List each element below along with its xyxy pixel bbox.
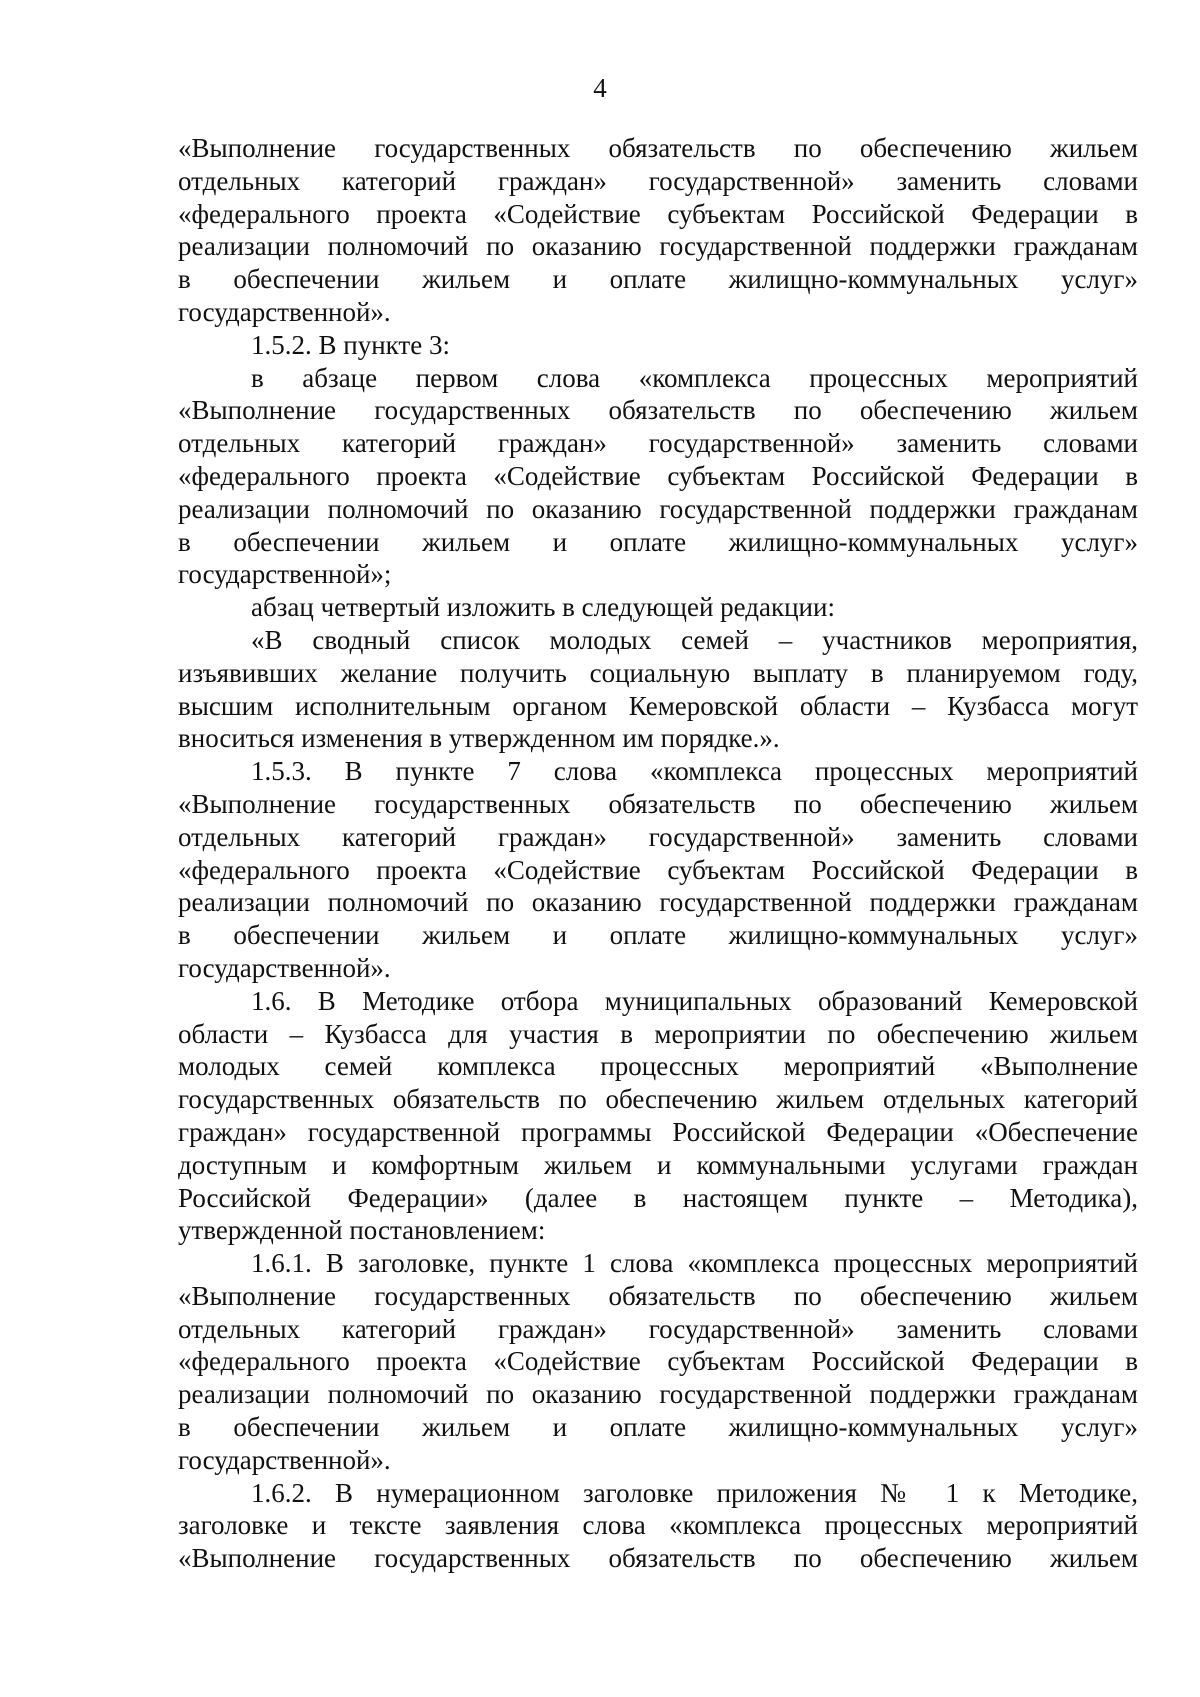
text-line: отдельных категорий граждан» государственной» заменить словами [178,821,1138,852]
text-line: отдельных категорий граждан» государственной» заменить словами [178,1313,1138,1344]
text-line: вноситься изменения в утвержденном им порядке.». [178,723,780,754]
text-line: «федерального проекта «Содействие субъектам Российской Федерации в [178,854,1138,885]
text-line: государственных обязательств по обеспечению жильем отдельных категорий [178,1084,1138,1115]
text-line: отдельных категорий граждан» государственной» заменить словами [178,428,1138,459]
text-line: в обеспечении жильем и оплате жилищно-коммунальных услуг» [178,526,1138,557]
text-line: изъявивших желание получить социальную выплату в планируемом году, [178,657,1138,688]
text-line: «Выполнение государственных обязательств по обеспечению жильем [178,788,1138,819]
text-line: «федерального проекта «Содействие субъектам Российской Федерации в [178,1346,1138,1377]
text-line: «Выполнение государственных обязательств по обеспечению жильем [178,1543,1138,1574]
text-line: «федерального проекта «Содействие субъектам Российской Федерации в [178,460,1138,491]
text-line: заголовке и тексте заявления слова «комплекса процессных мероприятий [178,1510,1138,1541]
text-line: в абзаце первом слова «комплекса процессных мероприятий [251,362,1138,393]
text-line: 1.5.3. В пункте 7 слова «комплекса процессных мероприятий [251,756,1138,787]
text-line: 1.6.1. В заголовке, пункте 1 слова «комплекса процессных мероприятий [251,1248,1138,1279]
text-line: Российской Федерации» (далее в настоящем пункте – Методика), [178,1182,1138,1213]
text-line: утвержденной постановлением: [178,1215,546,1246]
text-line: высшим исполнительным органом Кемеровской области – Кузбасса могут [178,690,1138,721]
text-line: отдельных категорий граждан» государственной» заменить словами [178,165,1138,196]
text-line: реализации полномочий по оказанию государственной поддержки гражданам [178,493,1138,524]
page-number: 4 [593,73,607,103]
text-line: в обеспечении жильем и оплате жилищно-коммунальных услуг» [178,264,1138,295]
text-line: 1.6.2. В нумерационном заголовке приложения № 1 к Методике, [251,1477,1138,1508]
text-line: 1.6. В Методике отбора муниципальных образований Кемеровской [251,985,1138,1016]
text-line: в обеспечении жильем и оплате жилищно-коммунальных услуг» [178,920,1138,951]
text-line: области – Кузбасса для участия в мероприятии по обеспечению жильем [178,1018,1138,1049]
text-line: государственной». [178,952,391,983]
text-line: реализации полномочий по оказанию государственной поддержки гражданам [178,1379,1138,1410]
text-line: государственной». [178,1444,391,1475]
text-line: 1.5.2. В пункте 3: [251,329,450,360]
document-body [178,132,1138,1575]
text-line: государственной». [178,296,391,327]
text-line: молодых семей комплекса процессных мероприятий «Выполнение [178,1051,1138,1082]
text-line: абзац четвертый изложить в следующей редакции: [251,592,835,623]
text-line: в обеспечении жильем и оплате жилищно-коммунальных услуг» [178,1412,1138,1443]
text-line: граждан» государственной программы Российской Федерации «Обеспечение [178,1116,1138,1147]
text-line: «Выполнение государственных обязательств по обеспечению жильем [178,133,1138,163]
text-line: «В сводный список молодых семей – участников мероприятия, [251,624,1138,655]
text-line: реализации полномочий по оказанию государственной поддержки гражданам [178,887,1138,918]
text-line: государственной»; [178,559,392,590]
text-line: доступным и комфортным жильем и коммунальными услугами граждан [178,1149,1138,1180]
text-line: «Выполнение государственных обязательств по обеспечению жильем [178,1280,1138,1311]
text-line: реализации полномочий по оказанию государственной поддержки гражданам [178,231,1138,262]
text-line: «федерального проекта «Содействие субъектам Российской Федерации в [178,198,1138,229]
text-line: «Выполнение государственных обязательств по обеспечению жильем [178,395,1138,426]
